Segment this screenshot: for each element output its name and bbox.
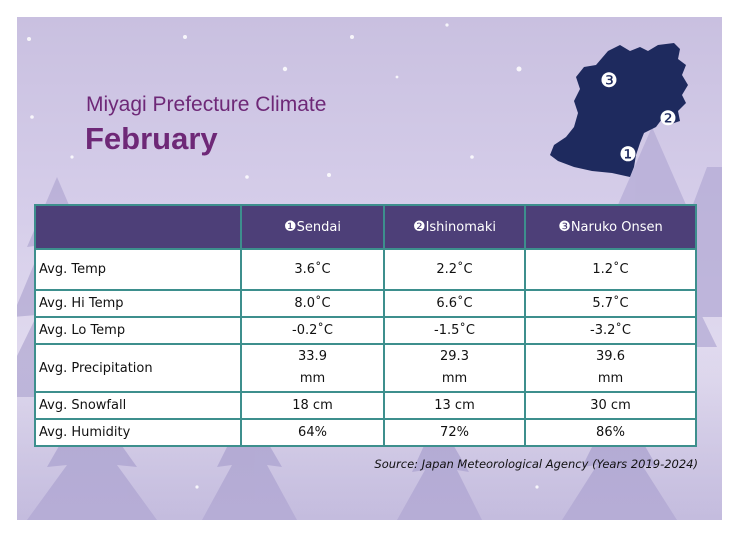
row-label: Avg. Snowfall — [35, 392, 241, 419]
station-name: Naruko Onsen — [570, 220, 663, 235]
climate-card — [17, 17, 722, 520]
table-cell: 5.7˚C — [525, 290, 696, 317]
row-label: Avg. Humidity — [35, 419, 241, 446]
station-marker: ❸ — [558, 219, 571, 235]
cell-value: 29.3 — [440, 349, 469, 364]
cell-value: 39.6 — [596, 349, 625, 364]
map-marker-sendai: ❶ — [619, 142, 637, 166]
map-marker-naruko: ❸ — [600, 68, 618, 92]
row-label: Avg. Lo Temp — [35, 317, 241, 344]
station-name: Ishinomaki — [425, 220, 496, 235]
station-marker: ❶ — [284, 219, 297, 235]
table-cell — [384, 344, 525, 392]
header-sendai — [241, 205, 384, 249]
page-subtitle: Miyagi Prefecture Climate — [86, 93, 327, 116]
table-row-avg-hi-temp — [35, 290, 696, 317]
table-cell: 13 cm — [384, 392, 525, 419]
table-cell: 30 cm — [525, 392, 696, 419]
header-naruko-onsen — [525, 205, 696, 249]
row-label: Avg. Temp — [35, 249, 241, 290]
table-row-avg-snowfall — [35, 392, 696, 419]
table-cell: 18 cm — [241, 392, 384, 419]
cell-value: 33.9 — [298, 349, 327, 364]
table-header-row — [35, 205, 696, 249]
climate-table — [34, 204, 697, 447]
table-cell: 3.6˚C — [241, 249, 384, 290]
row-label: Avg. Hi Temp — [35, 290, 241, 317]
table-cell: 8.0˚C — [241, 290, 384, 317]
page-title: February — [85, 121, 218, 156]
table-cell: -0.2˚C — [241, 317, 384, 344]
table-cell: 6.6˚C — [384, 290, 525, 317]
table-cell: -1.5˚C — [384, 317, 525, 344]
miyagi-map — [548, 41, 693, 181]
source-note: Source: Japan Meteorological Agency (Years 2019-2024) — [374, 457, 698, 471]
table-row-avg-humidity — [35, 419, 696, 446]
table-cell: 64% — [241, 419, 384, 446]
table-row-avg-precipitation — [35, 344, 696, 392]
table-row-avg-lo-temp — [35, 317, 696, 344]
cell-unit: mm — [597, 371, 624, 386]
table-cell: 86% — [525, 419, 696, 446]
map-marker-ishinomaki: ❷ — [659, 106, 677, 130]
table-cell: 72% — [384, 419, 525, 446]
table-row-avg-temp — [35, 249, 696, 290]
header-ishinomaki — [384, 205, 525, 249]
table-cell — [241, 344, 384, 392]
table-cell: 1.2˚C — [525, 249, 696, 290]
header-corner-cell — [35, 205, 241, 249]
row-label: Avg. Precipitation — [35, 344, 241, 392]
table-cell: 2.2˚C — [384, 249, 525, 290]
cell-unit: mm — [299, 371, 326, 386]
table-cell — [525, 344, 696, 392]
table-cell: -3.2˚C — [525, 317, 696, 344]
station-marker: ❷ — [413, 219, 426, 235]
cell-unit: mm — [441, 371, 468, 386]
station-name: Sendai — [296, 220, 341, 235]
